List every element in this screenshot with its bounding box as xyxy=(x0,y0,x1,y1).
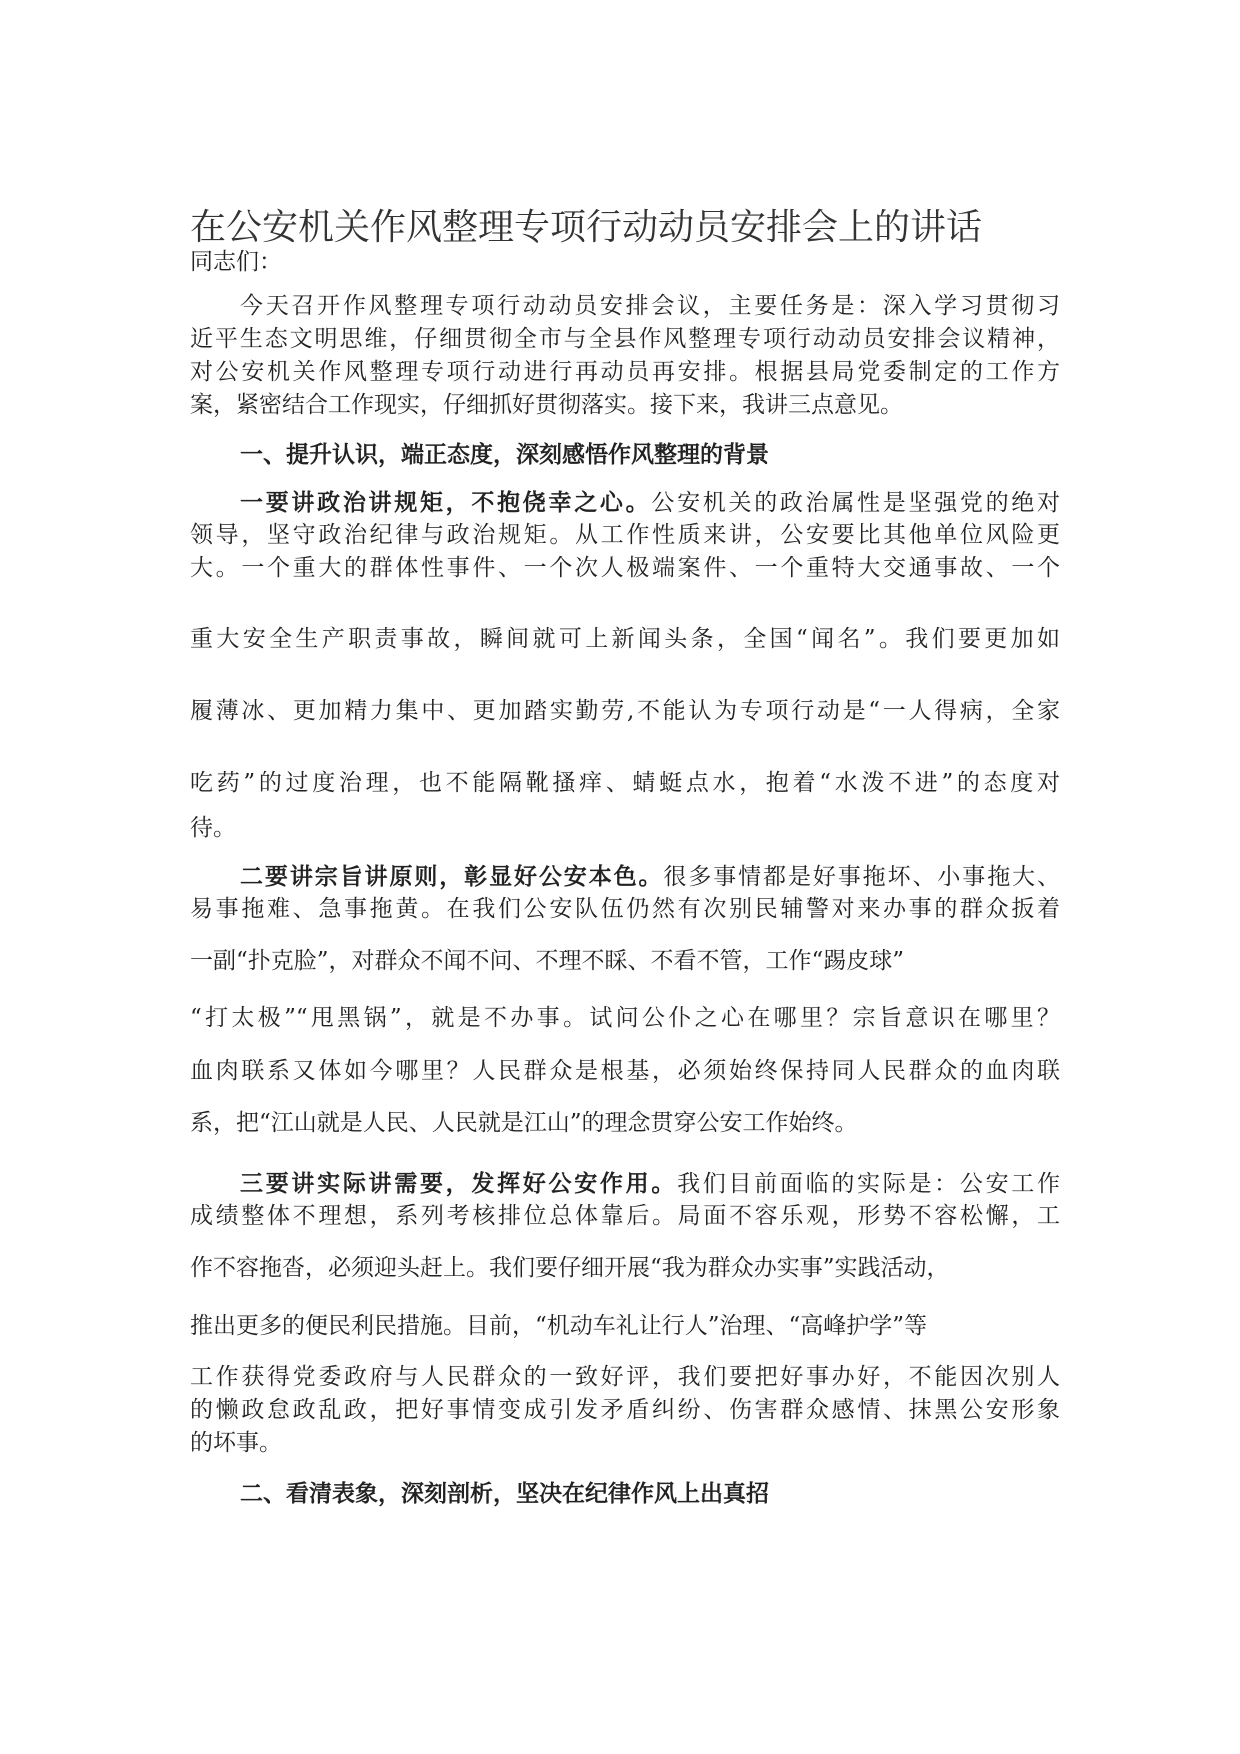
point-3-line-7: 的坏事。 xyxy=(190,1430,282,1456)
point-3-first-rest: 我们目前面临的实际是：公安工作 xyxy=(677,1171,1061,1197)
point-2-line-4: “打太极”“甩黑锅”，就是不办事。试问公仆之心在哪里？宗旨意识在哪里？ xyxy=(190,1005,1060,1031)
point-2-line-6: 系，把“江山就是人民、人民就是江山”的理念贯穿公安工作始终。 xyxy=(190,1110,858,1136)
intro-line-1: 今天召开作风整理专项行动动员安排会议，主要任务是：深入学习贯彻习 xyxy=(240,293,1060,319)
point-2-lead: 二要讲宗旨讲原则，彰显好公安本色。 xyxy=(240,863,664,890)
point-2-line-2: 易事拖难、急事拖黄。在我们公安队伍仍然有次别民辅警对来办事的群众扳着 xyxy=(190,896,1060,922)
point-1-line-7: 待。 xyxy=(190,815,236,841)
point-2-first-line xyxy=(240,860,1060,894)
point-2-line-3: 一副“扑克脸”，对群众不闻不问、不理不睬、不看不管，工作“踢皮球” xyxy=(190,948,905,974)
section-1-heading: 一、提升认识，端正态度，深刻感悟作风整理的背景 xyxy=(240,441,769,468)
point-3-lead: 三要讲实际讲需要，发挥好公安作用。 xyxy=(240,1170,678,1197)
document-title: 在公安机关作风整理专项行动动员安排会上的讲话 xyxy=(190,207,983,248)
point-1-lead: 一要讲政治讲规矩，不抱侥幸之心。 xyxy=(240,489,652,516)
point-1-line-2: 领导，坚守政治纪律与政治规矩。从工作性质来讲，公安要比其他单位风险更 xyxy=(190,522,1060,548)
salutation: 同志们： xyxy=(190,249,282,275)
point-1-line-4: 重大安全生产职责事故，瞬间就可上新闻头条，全国“闻名”。我们要更加如 xyxy=(190,626,1060,652)
point-3-line-6: 的懒政怠政乱政，把好事情变成引发矛盾纠纷、伤害群众感情、抹黑公安形象 xyxy=(190,1397,1060,1423)
point-1-line-3: 大。一个重大的群体性事件、一个次人极端案件、一个重特大交通事故、一个 xyxy=(190,555,1060,581)
point-1-first-line xyxy=(240,486,1060,520)
point-2-line-5: 血肉联系又体如今哪里？人民群众是根基，必须始终保持同人民群众的血肉联 xyxy=(190,1058,1060,1084)
point-2-first-rest: 很多事情都是好事拖坏、小事拖大、 xyxy=(663,864,1060,890)
point-1-line-6: 吃药”的过度治理，也不能隔靴搔痒、蜻蜓点水，抱着“水泼不进”的态度对 xyxy=(190,770,1060,796)
point-3-line-2: 成绩整体不理想，系列考核排位总体靠后。局面不容乐观，形势不容松懈，工 xyxy=(190,1203,1060,1229)
point-3-line-3: 作不容拖沓，必须迎头赶上。我们要仔细开展“我为群众办实事”实践活动， xyxy=(190,1255,950,1281)
point-1-first-rest: 公安机关的政治属性是坚强党的绝对 xyxy=(651,490,1061,516)
point-3-line-4: 推出更多的便民利民措施。目前，“机动车礼让行人”治理、“高峰护学”等 xyxy=(190,1313,928,1339)
section-2-heading: 二、看清表象，深刻剖析，坚决在纪律作风上出真招 xyxy=(240,1480,769,1507)
point-1-line-5: 履薄冰、更加精力集中、更加踏实勤劳,不能认为专项行动是“一人得病，全家 xyxy=(190,698,1060,724)
point-3-first-line xyxy=(240,1167,1060,1201)
intro-line-4: 案，紧密结合工作现实，仔细抓好贯彻落实。接下来，我讲三点意见。 xyxy=(190,392,903,418)
intro-line-3: 对公安机关作风整理专项行动进行再动员再安排。根据县局党委制定的工作方 xyxy=(190,359,1060,385)
intro-line-2: 近平生态文明思维，仔细贯彻全市与全县作风整理专项行动动员安排会议精神， xyxy=(190,326,1060,352)
point-3-line-5: 工作获得党委政府与人民群众的一致好评，我们要把好事办好，不能因次别人 xyxy=(190,1364,1060,1390)
